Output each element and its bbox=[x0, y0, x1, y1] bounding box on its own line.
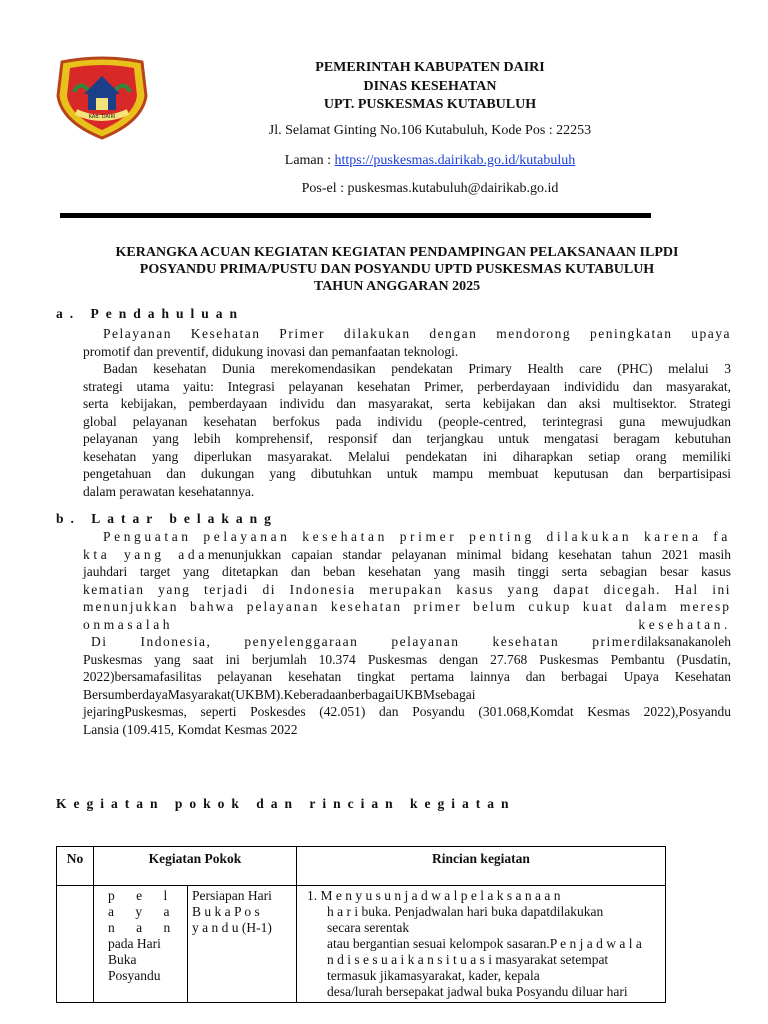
table-row bbox=[57, 886, 666, 1003]
header-email: Pos-el : puskesmas.kutabuluh@dairikab.go.id bbox=[301, 181, 559, 196]
cell-line: Persiapan Hari bbox=[192, 888, 272, 903]
text-line: global pelayanan kesehatan berfokus pada individu (people-centred, terintegrasi guna mewujudkan bbox=[83, 413, 731, 429]
logo-text: KAB. DAIRI bbox=[88, 114, 116, 120]
cell-line: Posyandu bbox=[108, 968, 161, 983]
cell-line: termasuk jikamasyarakat, kader, kepala bbox=[327, 968, 540, 983]
cell-line: y a n d u (H-1) bbox=[192, 920, 272, 935]
text-line: pelayanan yang lebih komprehensif, responsif dan terjangkau untuk mengatasi beragam kebutuhan bbox=[83, 431, 731, 446]
cell-line: B u k a P o s bbox=[192, 904, 260, 919]
text-line: 2022)bersamafasilitas pelayanan kesehatan tingkat pertama lainnya dan berbagai Upaya Kesehatan bbox=[83, 669, 731, 684]
text-line: dalam perawatan kesehatannya. bbox=[83, 483, 255, 499]
section-heading-pendahuluan: a. Pendahuluan bbox=[56, 306, 245, 321]
section-heading-latar-belakang: b. Latar belakang bbox=[56, 511, 278, 526]
cell-line: h a r i buka. Penjadwalan hari buka dapatdilakukan bbox=[327, 904, 604, 919]
text-line: kta yang adamenunjukkan capaian standar pelayanan minimal bidang kesehatan tahun 2021 masih bbox=[83, 546, 732, 562]
cell-line: pada Hari bbox=[108, 936, 161, 951]
cell-line: n a n bbox=[108, 920, 180, 935]
cell-line: a y a bbox=[108, 904, 179, 919]
text-line: Penguatan pelayanan kesehatan primer penting dilakukan karena fa bbox=[103, 529, 731, 544]
cell-line: n d i s e s u a i k a n s i t u a s i masyarakat setempat bbox=[327, 952, 609, 967]
cell-line: Buka bbox=[108, 952, 137, 967]
text-line: Puskesmas yang saat ini berjumlah 10.374 Puskesmas dengan 27.768 Puskesmas Pembantu (Pusdatin, bbox=[83, 651, 731, 667]
cell-line: p e l bbox=[108, 888, 177, 903]
text-line: jauhdari target yang ditetapkan dan beban kesehatan yang masih tinggi serta sebagian besar kasus bbox=[83, 564, 731, 579]
activity-table bbox=[56, 846, 666, 1003]
text-line: strategi utama yaitu: Integrasi pelayanan kesehatan Primer, perberdayaan individidu dan masyarakat, bbox=[83, 378, 731, 394]
text-line: pengetahuan dan dukungan yang dibutuhkan untuk mampu membuat keputusan dan berpartisipasi bbox=[83, 466, 731, 481]
text-line: jejaringPuskesmas, seperti Poskesdes (42.051) dan Posyandu (301.068,Komdat Kesmas 2022),Posyandu bbox=[83, 704, 731, 719]
header-government: PEMERINTAH KABUPATEN DAIRI bbox=[315, 60, 545, 75]
text-line: Lansia (109.415, Komdat Kesmas 2022 bbox=[83, 721, 298, 737]
cell-line: atau bergantian sesuai kelompok sasaran.P e n j a d w a l a bbox=[327, 936, 642, 951]
title-line-2: POSYANDU PRIMA/PUSTU DAN POSYANDU UPTD PUSKESMAS KUTABULUH bbox=[139, 262, 655, 277]
regency-crest-icon bbox=[54, 56, 150, 140]
cell-pokok-a bbox=[94, 886, 188, 1003]
text-line: kematian yang terjadi di Indonesia merupakan kasus yang dapat dicegah. Hal ini bbox=[83, 581, 731, 597]
text-line: BersumberdayaMasyarakat(UKBM).KeberadaanberbagaiUKBMsebagai bbox=[83, 686, 476, 702]
text-line: Badan kesehatan Dunia merekomendasikan pendekatan Primary Health care (PHC) melalui 3 bbox=[103, 361, 731, 376]
cell-rincian bbox=[297, 886, 666, 1003]
header-agency: DINAS KESEHATAN bbox=[363, 79, 497, 94]
column-header-rincian: Rincian kegiatan bbox=[297, 847, 666, 886]
website-link[interactable]: https://puskesmas.dairikab.go.id/kutabuluh bbox=[334, 153, 576, 168]
header-divider bbox=[60, 213, 651, 218]
text-line: Di Indonesia, penyelenggaraan pelayanan kesehatan primerdilaksanakanoleh bbox=[91, 634, 731, 649]
text-line: serta kebijakan, pemberdayaan individu dan masyarakat, serta kebijakan dan aksi multisektor. Strategi bbox=[83, 396, 731, 411]
text-line: promotif dan preventif, didukung inovasi dan pemanfaatan teknologi. bbox=[83, 343, 459, 359]
document-title bbox=[60, 244, 734, 295]
title-line-1: KERANGKA ACUAN KEGIATAN KEGIATAN PENDAMPINGAN PELAKSANAAN ILPDI bbox=[115, 245, 679, 260]
website-label: Laman : bbox=[284, 153, 335, 168]
cell-line: desa/lurah bersepakat jadwal buka Posyandu diluar hari bbox=[327, 984, 628, 999]
text-line: onmasalah kesehatan. bbox=[83, 616, 731, 632]
header-website bbox=[180, 153, 680, 169]
text-line: kesehatan yang diperlukan masyarakat. Melalui pendekatan ini diharapkan setiap orang memiliki bbox=[83, 448, 731, 464]
cell-pokok-b bbox=[188, 886, 297, 1003]
cell-no bbox=[57, 886, 94, 1003]
cell-line: secara serentak bbox=[327, 920, 410, 935]
title-line-3: TAHUN ANGGARAN 2025 bbox=[313, 279, 481, 294]
header-unit: UPT. PUSKESMAS KUTABULUH bbox=[323, 97, 537, 112]
cell-line: 1. M e n y u s u n j a d w a l p e l a k s a n a a n bbox=[307, 888, 561, 903]
header-address: Jl. Selamat Ginting No.106 Kutabuluh, Kode Pos : 22253 bbox=[268, 123, 592, 138]
column-header-no: No bbox=[57, 847, 94, 886]
paragraph-latar-belakang bbox=[83, 528, 731, 738]
table-header-row bbox=[57, 847, 666, 886]
column-header-kegiatan-pokok: Kegiatan Pokok bbox=[94, 847, 297, 886]
text-line: menunjukkan bahwa pelayanan kesehatan primer belum cukup kuat dalam meresp bbox=[83, 599, 731, 614]
text-line: Pelayanan Kesehatan Primer dilakukan dengan mendorong peningkatan upaya bbox=[103, 326, 731, 341]
paragraph-pendahuluan bbox=[83, 325, 731, 500]
section-heading-kegiatan: Kegiatan pokok dan rincian kegiatan bbox=[56, 796, 516, 811]
